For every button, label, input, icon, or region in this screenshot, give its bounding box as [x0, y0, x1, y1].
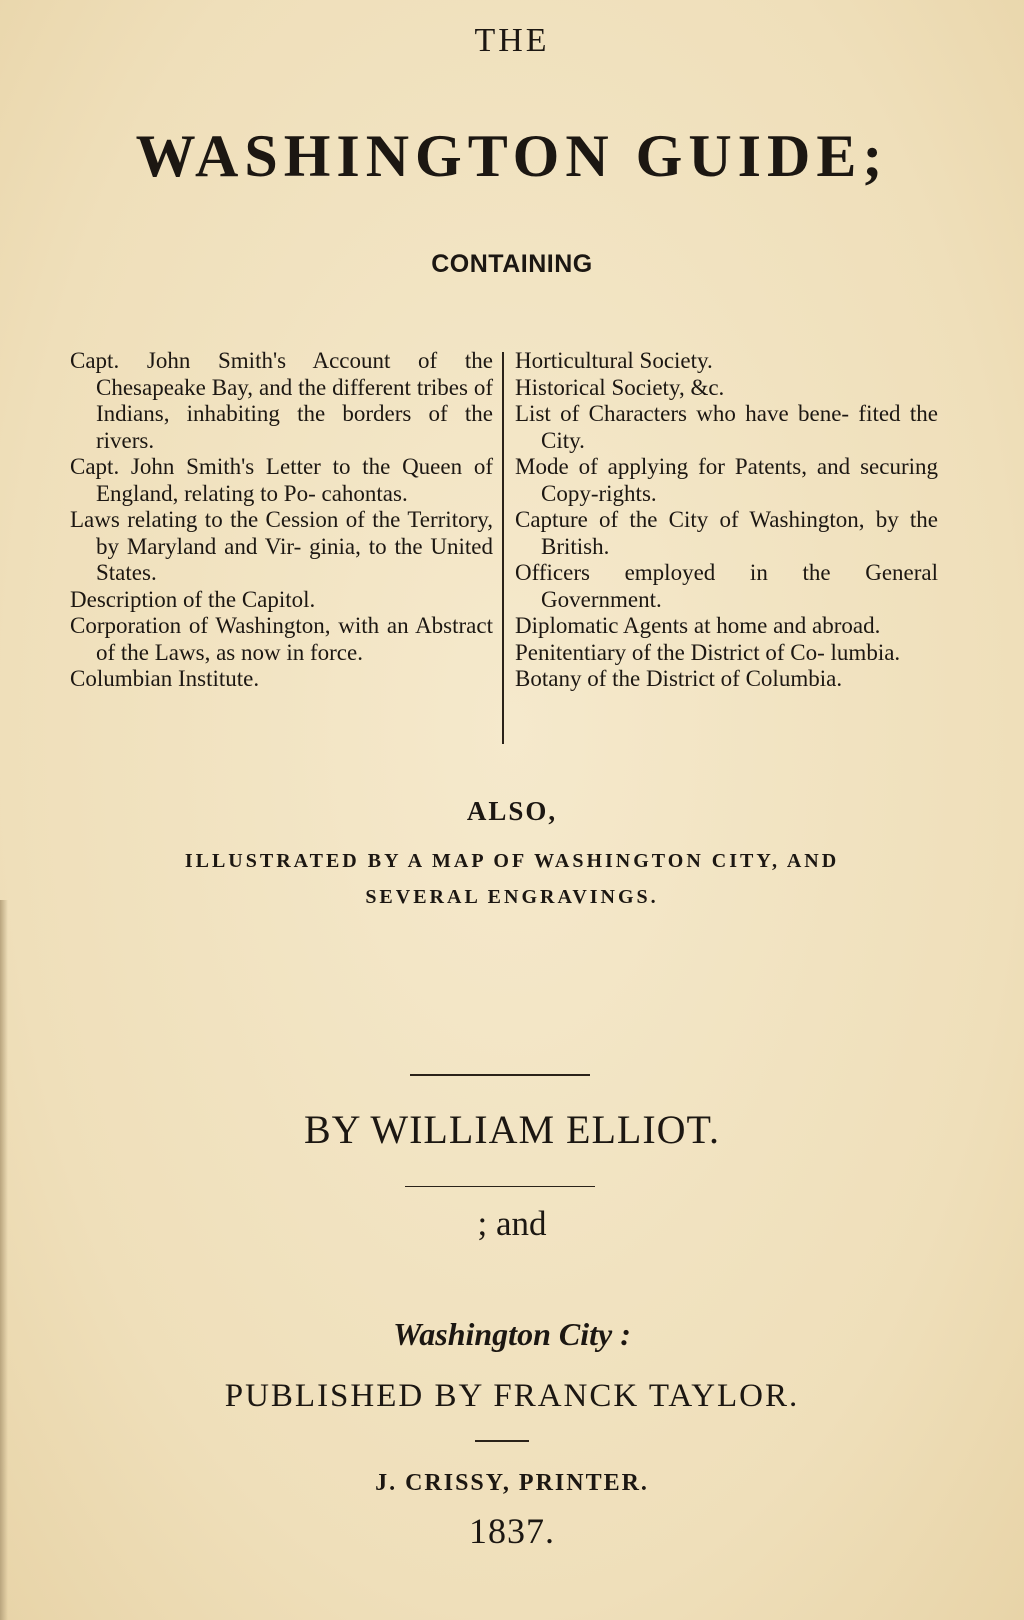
contents-item: Mode of applying for Patents, and securing Copy-rights. — [515, 454, 938, 506]
publisher-line: PUBLISHED BY FRANCK TAYLOR. — [224, 1378, 800, 1414]
rule-below-publisher — [475, 1440, 529, 1442]
illustration-note-line2: SEVERAL ENGRAVINGS. — [365, 886, 659, 908]
also-label: ALSO, — [466, 796, 558, 826]
contents-item: Botany of the District of Columbia. — [515, 666, 843, 691]
rule-below-author — [405, 1186, 595, 1187]
contents-item: Description of the Capitol. — [70, 586, 316, 612]
column-divider — [502, 352, 504, 744]
contents-item: Capt. John Smith's Account of the Chesapeake Bay, and the different tribes of Indians, inhabiting the borders of the rivers. — [70, 348, 493, 453]
contents-item: Columbian Institute. — [70, 666, 260, 691]
author-line: BY WILLIAM ELLIOT. — [303, 1107, 721, 1152]
rule-above-author — [410, 1074, 590, 1076]
contents-item: Diplomatic Agents at home and abroad. — [515, 613, 881, 638]
contents-item: Laws relating to the Cession of the Territory, by Maryland and Vir- ginia, to the United States. — [70, 507, 493, 585]
contents-item: Corporation of Washington, with an Abstract of the Laws, as now in force. — [70, 613, 493, 665]
containing-label: CONTAINING — [431, 250, 593, 278]
contents-item: Horticultural Society. — [515, 348, 713, 373]
contents-left-column — [70, 348, 493, 693]
contents-right-column — [515, 348, 938, 693]
contents-item: Penitentiary of the District of Co- lumbia. — [515, 639, 901, 665]
illustration-note-line1: ILLUSTRATED BY A MAP OF WASHINGTON CITY, AND — [184, 850, 840, 872]
and-text: ; and — [477, 1204, 547, 1243]
book-title: WASHINGTON GUIDE; — [135, 123, 889, 189]
contents-item: Capt. John Smith's Letter to the Queen of England, relating to Po- cahontas. — [70, 454, 493, 506]
title-article: THE — [474, 22, 550, 59]
contents-columns — [70, 348, 938, 748]
contents-item: List of Characters who have bene- fited the City. — [515, 401, 938, 453]
contents-item: Historical Society, &c. — [515, 374, 725, 400]
contents-item: Capture of the City of Washington, by the British. — [515, 507, 938, 559]
imprint-city: Washington City : — [393, 1316, 631, 1352]
printer-line: J. CRISSY, PRINTER. — [375, 1470, 649, 1496]
publication-year: 1837. — [469, 1511, 555, 1551]
contents-item: Officers employed in the General Government. — [515, 560, 938, 612]
